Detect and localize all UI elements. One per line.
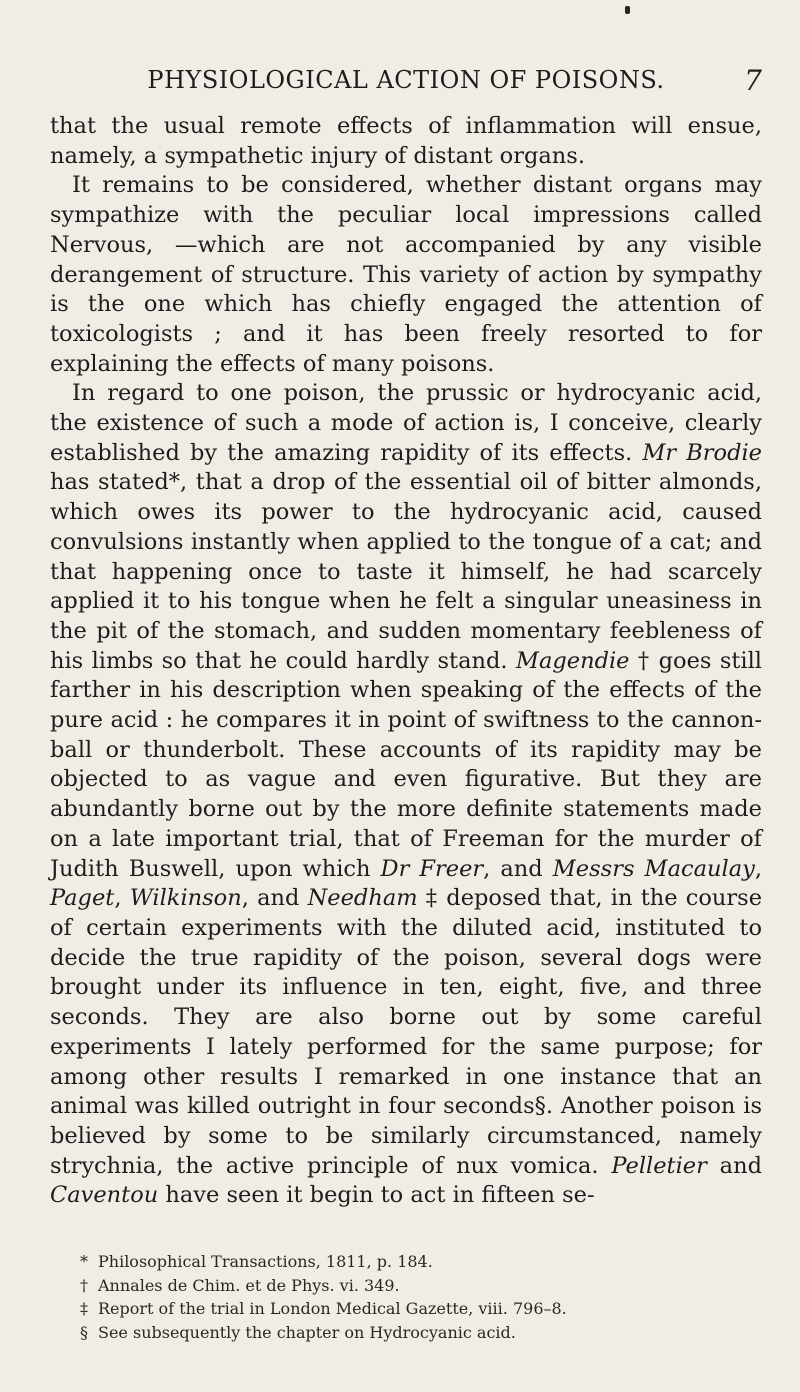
body-text (50, 112, 762, 1211)
text-run: has stated*, that a drop of the essential oil of bitter almonds, which owes its power to the hydrocyanic acid, caused convulsions instantly when applied to the tongue of a cat; and that happening once to taste it himself, he had scarcely applied it to his tongue when he felt a singular uneasiness in the pit of the stomach, and sudden momentary feebleness of his limbs so that he could hardly stand. (50, 469, 762, 674)
text-run: , (754, 855, 762, 882)
footnote (80, 1297, 762, 1321)
text-run: that the usual remote effects of inflammation will ensue, namely, a sympathetic injury of distant organs. (50, 113, 762, 169)
footnote-text: Philosophical Transactions, 1811, p. 184. (98, 1252, 433, 1271)
footnote-text: See subsequently the chapter on Hydrocyanic acid. (98, 1322, 516, 1342)
italic-name: Needham (307, 885, 418, 912)
italic-name: Paget (50, 885, 115, 912)
footnote-symbol: § (80, 1322, 88, 1342)
text-run: † goes still farther in his description when speaking of the effects of the pure acid : he compares it in point of swiftness to the cannon-ball or thunderbolt. These accounts of its rapidity may be objected to as vague and even figurative. But they are abundantly borne out by the more definite statements made on a late important trial, that of Freeman for the murder of Judith Buswell, upon which (50, 647, 762, 882)
italic-name: Caventou (50, 1182, 159, 1209)
footnote (80, 1274, 762, 1298)
running-header (50, 60, 762, 100)
italic-name: Pelletier (611, 1152, 707, 1179)
italic-name: Messrs Macaulay (552, 855, 755, 882)
text-run: have seen it begin to act in fifteen se- (158, 1182, 595, 1209)
paragraph (50, 112, 762, 171)
page-number: 7 (744, 64, 762, 97)
text-run: , and (483, 855, 553, 882)
text-run: It remains to be considered, whether distant organs may sympathize with the peculiar local impressions called Nervous, —which are not accompanied by any visible derangement of structure. This variety of action by sympathy is the one which has chiefly engaged the attention of toxicologists ; and it has been freely resorted to for explaining the effects of many poisons. (50, 172, 762, 377)
footnote-text: Annales de Chim. et de Phys. vi. 349. (98, 1275, 400, 1295)
italic-name: Wilkinson (129, 885, 242, 912)
footnote (80, 1250, 762, 1274)
italic-name: Dr Freer (380, 855, 484, 882)
paragraph (50, 379, 762, 1211)
text-run: ‡ deposed that, in the course of certain experiments with the diluted acid, instituted to decide the true rapidity of the poison, several dogs were brought under its influence in ten, eight, five, and three seconds. They are also borne out by some careful experiments I lately performed for the same purpose; for among other results I remarked in one instance that an animal was killed outright in four seconds§. Another poison is believed by some to be similarly circumstanced, namely strychnia, the active principle of nux vomica. (50, 885, 763, 1179)
text-run: , (114, 885, 130, 912)
footnote-symbol: * (80, 1252, 88, 1271)
footnotes (80, 1250, 762, 1344)
running-title: PHYSIOLOGICAL ACTION OF POISONS. (147, 66, 665, 94)
paragraph (50, 171, 762, 379)
italic-name: Magendie (515, 647, 630, 674)
text-run: and (706, 1152, 762, 1179)
text-run: , and (241, 885, 308, 912)
footnote-symbol: † (80, 1275, 88, 1295)
footnote (80, 1321, 762, 1345)
footnote-text: Report of the trial in London Medical Gazette, viii. 796–8. (98, 1299, 567, 1318)
footnote-symbol: ‡ (80, 1299, 88, 1318)
ink-mark (625, 6, 630, 14)
italic-name: Mr Brodie (642, 439, 762, 466)
text-run: In regard to one poison, the prussic or hydrocyanic acid, the existence of such a mode of action is, I conceive, clearly established by the amazing rapidity of its effects. (50, 380, 762, 466)
